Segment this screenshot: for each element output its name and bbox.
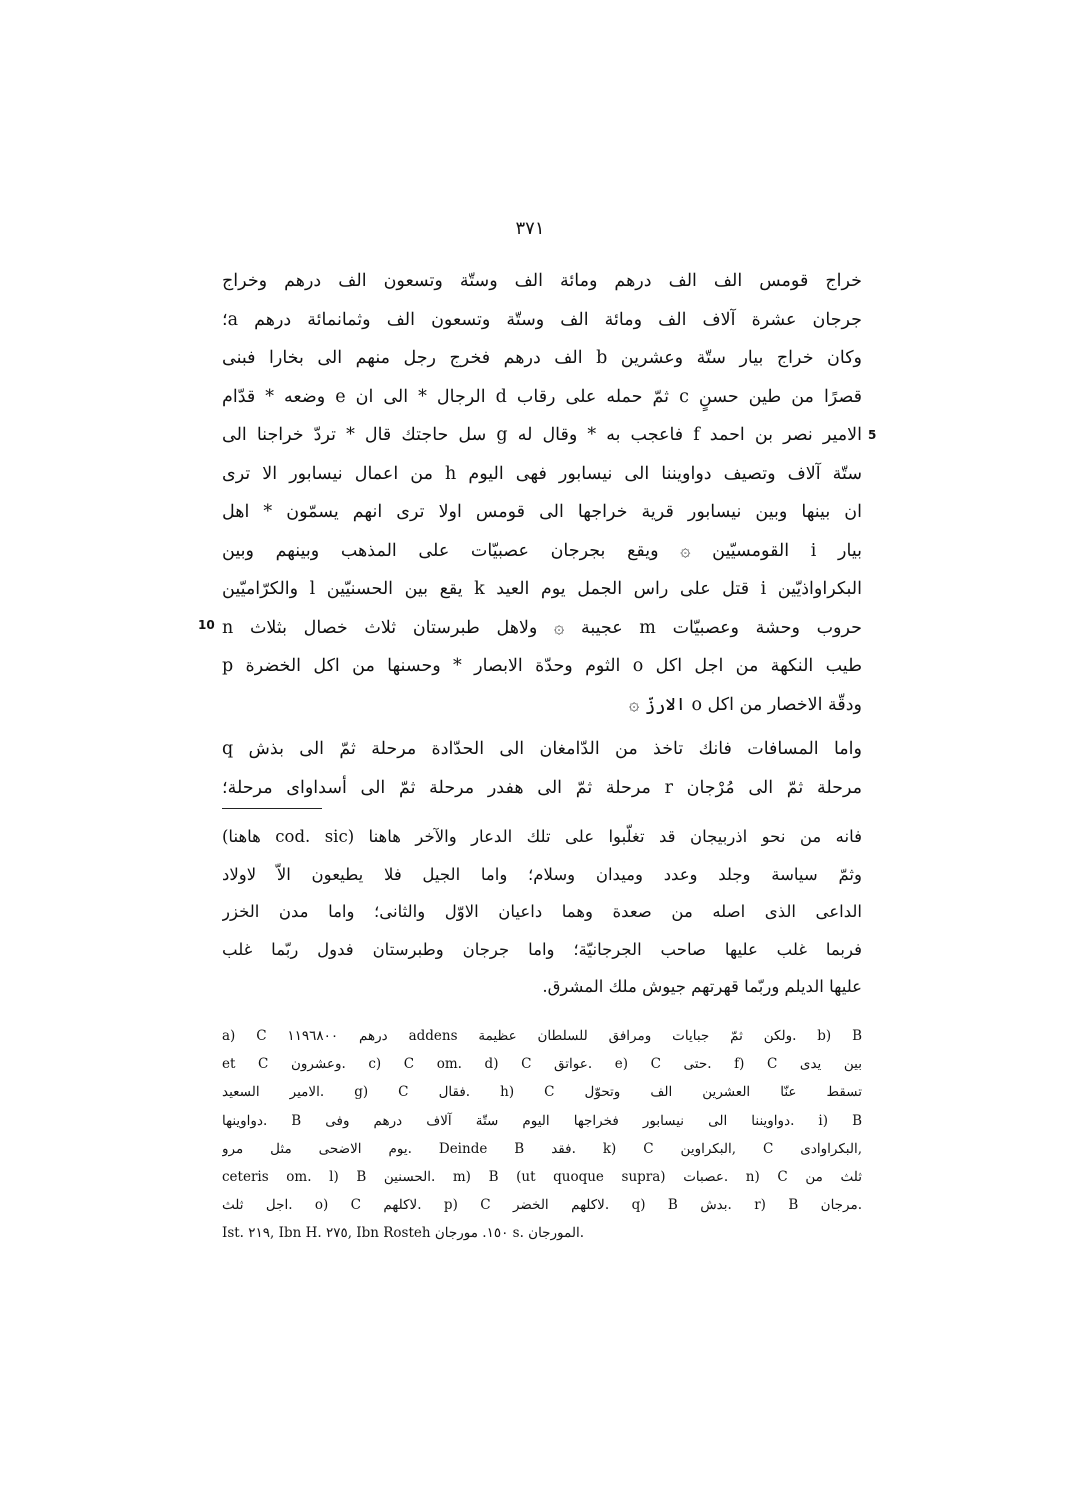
main-line: جرجان عشرة آلاف الف ومائة الف وستّة وتسعون الف وثمانمائة درهم a؛: [222, 309, 862, 330]
apparatus-line: Ist. ٢١٩, Ibn H. ٢٧٥, Ibn Rosteh ١٥٠. مورجان s. المورجان.: [222, 1225, 584, 1242]
main-line: مرحلة ثمّ الى مُرْجان r مرحلة ثمّ الى هفدر مرحلة ثمّ الى أسداواى مرحلة؛: [222, 777, 862, 798]
footnote-arabic: [222, 818, 862, 1006]
main-line: وكان خراج بيار ستّة وعشرين b الف درهم فخرج رجل منهم الى بخارا فبنى: [222, 348, 862, 368]
main-line: واما المسافات فانك تاخذ من الدّامغان الى الحدّادة مرحلة ثمّ الى بذش q: [222, 739, 862, 759]
main-text: [222, 262, 862, 807]
apparatus-line: الامير السعيد. g) C فقال. h) C تسقط عنّا العشرين الف وتحوّل: [222, 1084, 862, 1101]
critical-apparatus: [222, 1022, 862, 1248]
main-line: ودقّة الاخصار من اكل o الارزّ ۞: [629, 694, 862, 715]
main-line: ان بينها وبين نيسابور قرية خراجها الى قومس اولا ترى انهم يسمّون * اهل: [222, 502, 862, 522]
main-line: قصرًا من طين حسنٍ c ثمّ حمله على رقاب d الرجال * الى ان e وضعه * قدّام: [222, 386, 862, 407]
main-line: البكراواذيّين i قتل على راس الجمل يوم العيد k يقع بين الحسنيّين l والكرّاميّين: [222, 579, 862, 599]
apparatus-line: يوم الاضحى مثل مرو. Deinde B فقد. k) C البكراوين, C البكراوادى,: [222, 1140, 862, 1157]
main-line: بيار i القومسيّين ۞ ويقع بجرجان عصبيّات على المذهب وبينهم وبين: [222, 540, 862, 561]
footnote-line: وثمّ سياسة وجلد وعدد وميدان وسلام؛ واما الجيل فلا يطيعون الاّ لاولاد: [222, 864, 862, 884]
main-line: خراج قومس الف الف درهم ومائة الف وستّة وتسعون الف درهم وخراج: [222, 271, 862, 291]
footnote-line: فانه من نحو اذربيجان قد تغلّبوا على تلك الدعار والآخر هاهنا (cod. sic هاهنا): [222, 827, 862, 846]
footnote-line: الداعى الذى اصله من صعدة وهما داعيان الاوّل والثانى؛ واما مدن الخزر: [222, 902, 862, 921]
footnote-line: فربما غلب عليها صاحب الجرجانيّة؛ واما جرجان وطبرستان فدول ربّما غلب: [222, 939, 862, 959]
main-line: حروب وحشة وعصبيّات m عجيبة ۞ ولاهل طبرستان ثلاث خصال بثلاث n: [222, 617, 862, 638]
main-line: ستّة آلاف وتصيف دواويننا الى نيسابور فهى اليوم h من اعمال نيسابور الا ترى: [222, 463, 862, 484]
apparatus-line: et C وعشرون. c) C om. d) C عواتق. e) C حتى. f) C بين يدى: [222, 1056, 862, 1073]
page-number: ٣٧١: [515, 218, 545, 239]
main-line: الامير نصر بن احمد f فاعجب به * وقال له g سل حاجتك قال * تردّ خراجنا الى: [222, 425, 862, 445]
line-number-10: 10: [198, 618, 215, 632]
footnote-line: عليها الديلم وربّما قهرتهم جيوش ملك المشرق.: [542, 977, 862, 996]
apparatus-line: دواوينها. B دواويننا الى نيسابور فخراجها اليوم ستّة آلاف درهم وفى. i) B: [222, 1112, 862, 1129]
main-line: طيب النكهة من اجل اكل o الثوم وحدّة الابصار * وحسنها من اكل الخضرة p: [222, 656, 862, 676]
apparatus-line: اجل ثلث. o) C لاكلهم. p) C لاكلهم الخضر. q) B بدش. r) B مرجان.: [222, 1197, 862, 1214]
apparatus-line: a) C درهم ١١٩٦٨٠٠ addens ولكن ثمّ جبايات ومرافق للسلطان عظيمة. b) B: [222, 1028, 862, 1044]
apparatus-line: ceteris om. l) B الحسنين. m) B (ut quoque supra) عصبات. n) C ثلث من: [222, 1168, 862, 1185]
footnote-rule: [222, 808, 322, 809]
line-number-5: 5: [868, 428, 877, 442]
